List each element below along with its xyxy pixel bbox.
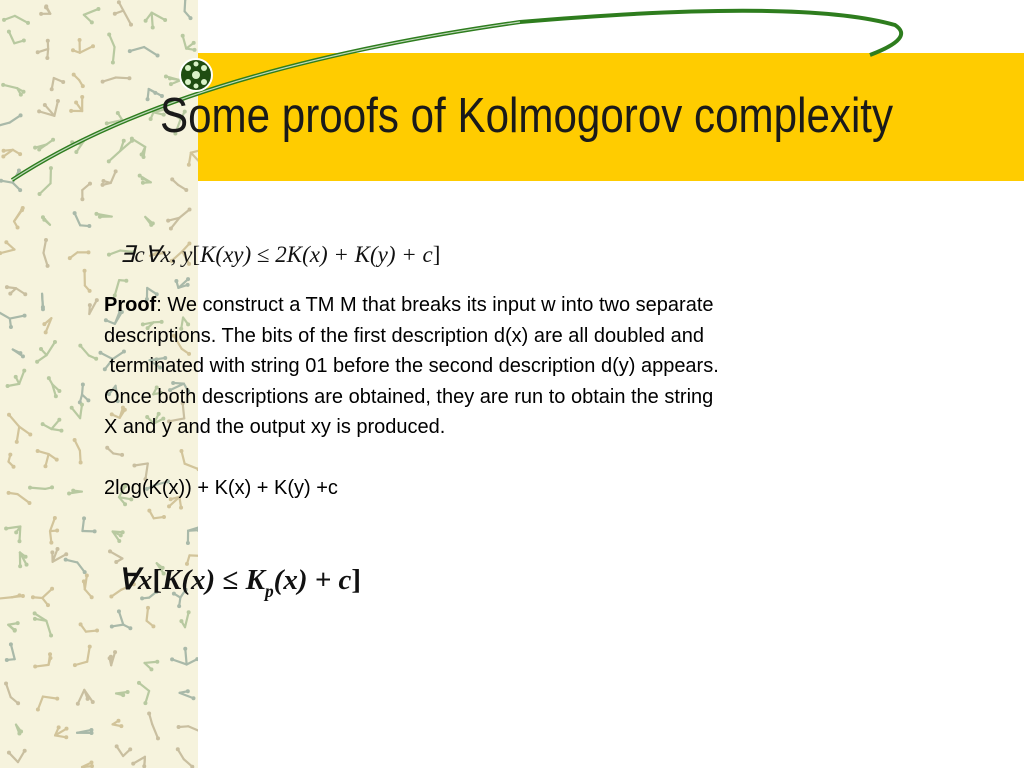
- pattern-stroke: [172, 659, 187, 664]
- pattern-stroke: [11, 644, 15, 659]
- pattern-dot: [88, 645, 92, 649]
- pattern-dot: [109, 595, 113, 599]
- pattern-dot: [73, 211, 77, 215]
- pattern-dot: [50, 550, 54, 554]
- pattern-stroke: [185, 612, 189, 627]
- pattern-dot: [64, 558, 68, 562]
- pattern-stroke: [72, 408, 80, 418]
- pattern-stroke: [14, 210, 22, 221]
- pattern-dot: [191, 696, 195, 700]
- pattern-dot: [90, 595, 94, 599]
- pattern-stroke: [119, 611, 123, 624]
- pattern-dot: [121, 530, 125, 534]
- pattern-dot: [54, 394, 58, 398]
- pattern-dot: [55, 697, 59, 701]
- pattern-dot: [33, 611, 37, 615]
- pattern-stroke: [10, 316, 25, 319]
- pattern-dot: [6, 384, 10, 388]
- pattern-dot: [53, 340, 57, 344]
- pattern-dot: [94, 212, 98, 216]
- pattern-dot: [116, 719, 120, 723]
- pattern-dot: [35, 360, 39, 364]
- pattern-stroke: [30, 488, 45, 489]
- pattern-dot: [23, 292, 27, 296]
- pattern-dot: [33, 665, 37, 669]
- pattern-dot: [186, 689, 190, 693]
- pattern-dot: [41, 215, 45, 219]
- pattern-dot: [7, 413, 11, 417]
- pattern-dot: [68, 256, 72, 260]
- pattern-stroke: [46, 621, 51, 636]
- pattern-dot: [16, 225, 20, 229]
- pattern-dot: [147, 711, 151, 715]
- pattern-dot: [46, 603, 50, 607]
- formula-1-quantifiers: ∃c∀x, y: [120, 242, 193, 267]
- pattern-dot: [156, 736, 160, 740]
- pattern-dot: [49, 634, 53, 638]
- pattern-dot: [95, 629, 99, 633]
- pattern-dot: [16, 621, 20, 625]
- pattern-stroke: [188, 726, 198, 731]
- pattern-dot: [41, 305, 45, 309]
- pattern-dot: [186, 283, 190, 287]
- pattern-stroke: [78, 690, 84, 704]
- pattern-stroke: [19, 427, 30, 435]
- proof-line-1-text: : We construct a TM M that breaks its input w into two separate: [156, 294, 714, 316]
- pattern-dot: [98, 351, 102, 355]
- pattern-dot: [108, 656, 112, 660]
- pattern-dot: [43, 464, 47, 468]
- pattern-dot: [169, 226, 173, 230]
- pattern-dot: [7, 491, 11, 495]
- pattern-dot: [177, 604, 181, 608]
- pattern-dot: [44, 238, 48, 242]
- pattern-dot: [90, 731, 94, 735]
- pattern-dot: [183, 647, 187, 651]
- pattern-dot: [79, 461, 83, 465]
- pattern-dot: [36, 449, 40, 453]
- pattern-stroke: [6, 683, 11, 697]
- pattern-dot: [39, 347, 43, 351]
- pattern-dot: [44, 330, 48, 334]
- pattern-dot: [27, 501, 31, 505]
- formula-2-quantifier: ∀x: [118, 564, 153, 596]
- pattern-dot: [170, 657, 174, 661]
- pattern-dot: [87, 224, 91, 228]
- pattern-dot: [131, 762, 135, 766]
- pattern-stroke: [189, 555, 198, 556]
- pattern-stroke: [75, 213, 81, 225]
- proof-text-block: [104, 290, 904, 504]
- pattern-dot: [85, 573, 89, 577]
- pattern-dot: [71, 489, 75, 493]
- formula-2-rhs-k: K: [245, 564, 265, 596]
- pattern-dot: [67, 491, 71, 495]
- pattern-dot: [42, 322, 46, 326]
- pattern-dot: [108, 549, 112, 553]
- pattern-dot: [22, 369, 26, 373]
- pattern-dot: [90, 764, 94, 768]
- pattern-dot: [7, 751, 11, 755]
- pattern-stroke: [43, 253, 47, 266]
- pattern-stroke: [35, 665, 48, 667]
- pattern-dot: [57, 725, 61, 729]
- pattern-dot: [80, 403, 84, 407]
- pattern-dot: [177, 725, 181, 729]
- pattern-dot: [17, 539, 21, 543]
- pattern-stroke: [110, 551, 122, 558]
- pattern-dot: [78, 344, 82, 348]
- pattern-dot: [53, 516, 57, 520]
- pattern-stroke: [80, 405, 82, 418]
- pattern-dot: [25, 563, 29, 567]
- pattern-dot: [117, 539, 121, 543]
- pattern-dot: [93, 529, 97, 533]
- pattern-dot: [20, 208, 24, 212]
- pattern-dot: [128, 747, 132, 751]
- pattern-dot: [83, 570, 87, 574]
- pattern-dot: [167, 504, 171, 508]
- formula-2-lhs: K(x): [162, 564, 216, 596]
- pattern-stroke: [19, 371, 24, 384]
- formula-invariance: ∀x[K(x) ≤ $K_p(x) + c$]: [118, 564, 362, 601]
- pattern-stroke: [0, 597, 12, 598]
- pattern-dot: [15, 440, 19, 444]
- pattern-dot: [91, 700, 95, 704]
- pattern-dot: [64, 735, 68, 739]
- proof-line-2: descriptions. The bits of the first description d(x) are all doubled and: [104, 324, 704, 347]
- pattern-dot: [95, 298, 99, 302]
- pattern-dot: [21, 594, 25, 598]
- proof-line-4: Once both descriptions are obtained, they are run to obtain the string: [104, 385, 714, 408]
- pattern-dot: [12, 465, 16, 469]
- pattern-dot: [82, 516, 86, 520]
- pattern-dot: [155, 660, 159, 664]
- pattern-dot: [48, 652, 52, 656]
- pattern-dot: [14, 375, 18, 379]
- pattern-stroke: [43, 697, 57, 699]
- pattern-dot: [186, 277, 190, 281]
- pattern-stroke: [133, 757, 145, 764]
- proof-label: Proof: [104, 294, 157, 316]
- pattern-stroke: [17, 427, 19, 442]
- pattern-dot: [149, 667, 153, 671]
- pattern-stroke: [18, 494, 30, 503]
- pattern-dot: [162, 515, 166, 519]
- pattern-dot: [28, 433, 32, 437]
- pattern-dot: [188, 208, 192, 212]
- pattern-dot: [83, 269, 87, 273]
- pattern-dot: [179, 619, 183, 623]
- pattern-dot: [55, 529, 59, 533]
- pattern-dot: [59, 429, 63, 433]
- pattern-stroke: [50, 518, 55, 531]
- pattern-dot: [113, 650, 117, 654]
- pattern-dot: [73, 663, 77, 667]
- pattern-stroke: [0, 250, 14, 254]
- pattern-dot: [16, 701, 20, 705]
- pattern-stroke: [9, 415, 19, 427]
- pattern-dot: [126, 690, 130, 694]
- pattern-dot: [88, 303, 92, 307]
- pattern-dot: [57, 418, 61, 422]
- pattern-stroke: [152, 724, 158, 738]
- pattern-stroke: [180, 693, 194, 698]
- pattern-dot: [174, 279, 178, 283]
- pattern-dot: [176, 747, 180, 751]
- pattern-dot: [4, 527, 8, 531]
- pattern-stroke: [42, 294, 43, 307]
- pattern-dot: [46, 264, 50, 268]
- pattern-dot: [5, 285, 9, 289]
- pattern-dot: [36, 708, 40, 712]
- proof-bound: 2log(K(x)) + K(x) + K(y) +c: [104, 477, 338, 499]
- pattern-dot: [81, 382, 85, 386]
- pattern-dot: [41, 422, 45, 426]
- formula-2-rhs-sub: p: [264, 581, 274, 601]
- pattern-dot: [89, 761, 93, 765]
- pattern-dot: [88, 289, 92, 293]
- proof-line-5: X and y and the output xy is produced.: [104, 416, 446, 438]
- pattern-dot: [86, 398, 90, 402]
- pattern-dot: [76, 702, 80, 706]
- pattern-dot: [64, 552, 68, 556]
- pattern-stroke: [85, 575, 87, 589]
- pattern-dot: [107, 253, 111, 257]
- pattern-dot: [147, 509, 151, 513]
- pattern-dot: [18, 564, 22, 568]
- pattern-dot: [17, 731, 21, 735]
- pattern-dot: [49, 541, 53, 545]
- pattern-dot: [143, 701, 147, 705]
- pattern-dot: [4, 681, 8, 685]
- pattern-dot: [146, 606, 150, 610]
- pattern-dot: [28, 486, 32, 490]
- pattern-dot: [23, 314, 27, 318]
- proof-line-1: [104, 290, 904, 321]
- spacer: [104, 443, 904, 474]
- pattern-dot: [33, 617, 37, 621]
- formula-subadditivity: ∃c∀x, y[K(xy) ≤ 2K(x) + K(y) + c]: [120, 242, 441, 267]
- pattern-dot: [56, 547, 60, 551]
- pattern-dot: [23, 749, 27, 753]
- pattern-dot: [115, 744, 119, 748]
- pattern-dot: [9, 325, 13, 329]
- formula-2-rhs-rest: (x) + c: [273, 564, 352, 596]
- pattern-dot: [151, 221, 155, 225]
- pattern-stroke: [87, 647, 90, 662]
- pattern-dot: [8, 292, 12, 296]
- pattern-dot: [50, 587, 54, 591]
- pattern-dot: [70, 406, 74, 410]
- pattern-dot: [9, 642, 13, 646]
- pattern-dot: [73, 438, 77, 442]
- pattern-dot: [117, 609, 121, 613]
- pattern-stroke: [185, 649, 186, 665]
- proof-line-3: terminated with string 01 before the second description d(y) appears.: [104, 355, 719, 377]
- pattern-dot: [124, 279, 128, 283]
- pattern-dot: [4, 240, 8, 244]
- pattern-dot: [13, 629, 17, 633]
- pattern-dot: [65, 727, 69, 731]
- pattern-dot: [50, 485, 54, 489]
- formula-1-relation: ≤: [256, 242, 270, 267]
- pattern-stroke: [42, 589, 52, 598]
- pattern-stroke: [47, 342, 55, 355]
- pattern-dot: [119, 724, 123, 728]
- pattern-dot: [79, 622, 83, 626]
- pattern-dot: [151, 624, 155, 628]
- formula-1-rhs: 2K(x) + K(y) + c: [275, 242, 433, 267]
- pattern-stroke: [38, 697, 43, 710]
- pattern-dot: [31, 595, 35, 599]
- pattern-dot: [55, 458, 59, 462]
- pattern-dot: [14, 530, 18, 534]
- pattern-dot: [186, 541, 190, 545]
- pattern-dot: [94, 357, 98, 361]
- pattern-dot: [21, 354, 25, 358]
- formula-2-relation: ≤: [222, 564, 239, 596]
- pattern-dot: [8, 453, 12, 457]
- pattern-dot: [110, 624, 114, 628]
- pattern-dot: [5, 658, 9, 662]
- pattern-dot: [137, 681, 141, 685]
- pattern-stroke: [19, 527, 20, 542]
- formula-1-lhs: K(xy): [200, 242, 252, 267]
- slide-title: Some proofs of Kolmogorov complexity: [160, 89, 894, 143]
- pattern-dot: [166, 219, 170, 223]
- pattern-dot: [128, 626, 132, 630]
- pattern-dot: [179, 506, 183, 510]
- pattern-dot: [87, 250, 91, 254]
- pattern-stroke: [0, 312, 10, 319]
- pattern-dot: [187, 610, 191, 614]
- pattern-dot: [47, 376, 51, 380]
- pattern-dot: [57, 389, 61, 393]
